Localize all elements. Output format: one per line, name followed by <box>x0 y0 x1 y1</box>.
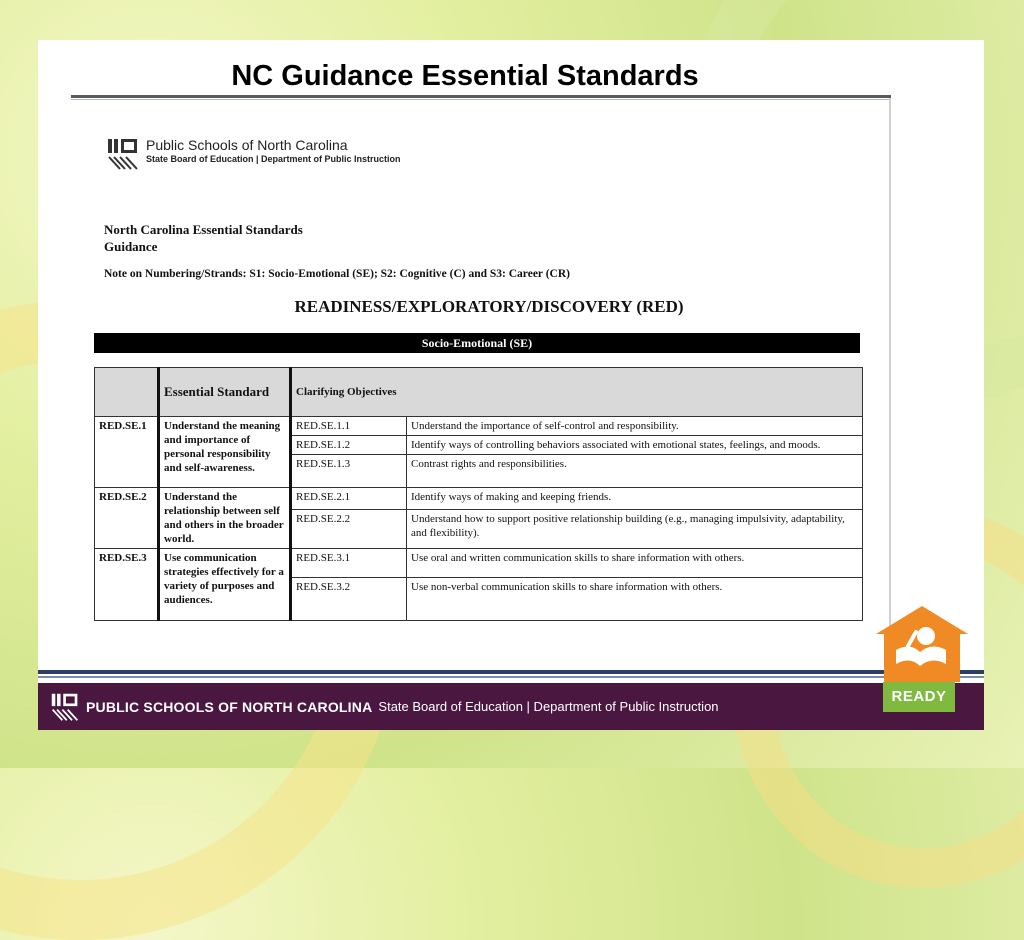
objective-text: Understand how to support positive relationship building (e.g., managing impulsivity, adaptability, and flexibility). <box>407 510 863 549</box>
objective-code: RED.SE.2.1 <box>291 488 407 510</box>
header-clarifying-objectives: Clarifying Objectives <box>291 368 863 417</box>
ready-label: READY <box>883 682 955 712</box>
footer-rule <box>38 670 984 674</box>
header-code-cell <box>95 368 159 417</box>
objective-code: RED.SE.3.2 <box>291 578 407 621</box>
document-title-line2: Guidance <box>104 239 158 254</box>
table-row <box>95 488 863 510</box>
objective-text: Contrast rights and responsibilities. <box>407 455 863 488</box>
document-edge <box>889 98 891 673</box>
slide-title: NC Guidance Essential Standards <box>231 60 699 92</box>
standards-table <box>94 367 863 621</box>
title-divider <box>71 95 891 98</box>
document-letterhead <box>106 137 401 171</box>
strand-bar: Socio-Emotional (SE) <box>94 333 860 353</box>
footer-bar <box>38 683 984 730</box>
objective-text: Understand the importance of self-control and responsibility. <box>407 417 863 436</box>
objective-text: Use non-verbal communication skills to share information with others. <box>407 578 863 621</box>
footer-org-subtitle: State Board of Education | Department of Public Instruction <box>378 699 719 714</box>
standard-text: Understand the relationship between self and others in the broader world. <box>159 488 291 549</box>
numbering-note: Note on Numbering/Strands: S1: Socio-Emotional (SE); S2: Cognitive (C) and S3: Career (CR) <box>104 268 570 280</box>
header-essential-standard: Essential Standard <box>159 368 291 417</box>
standard-text: Understand the meaning and importance of personal responsibility and self-awareness. <box>159 417 291 488</box>
standard-code: RED.SE.1 <box>95 417 159 488</box>
title-divider-thin <box>71 99 891 100</box>
objective-code: RED.SE.1.1 <box>291 417 407 436</box>
slide <box>38 40 984 730</box>
standard-code: RED.SE.3 <box>95 549 159 621</box>
objective-code: RED.SE.2.2 <box>291 510 407 549</box>
objective-code: RED.SE.1.3 <box>291 455 407 488</box>
table-row <box>95 549 863 578</box>
footer-rule-thin <box>38 676 984 678</box>
document-title <box>104 221 303 255</box>
objective-text: Identify ways of controlling behaviors associated with emotional states, feelings, and moods. <box>407 436 863 455</box>
document-org-subtitle: State Board of Education | Department of Public Instruction <box>146 154 401 164</box>
objective-text: Identify ways of making and keeping friends. <box>407 488 863 510</box>
nc-dpi-logo-icon <box>106 137 140 171</box>
nc-dpi-logo-icon <box>50 692 80 722</box>
standard-text: Use communication strategies effectively for a variety of purposes and audiences. <box>159 549 291 621</box>
footer-org-name: PUBLIC SCHOOLS OF NORTH CAROLINA <box>86 698 373 715</box>
document-org-name: Public Schools of North Carolina <box>146 137 348 153</box>
section-heading: READINESS/EXPLORATORY/DISCOVERY (RED) <box>294 297 684 316</box>
standard-code: RED.SE.2 <box>95 488 159 549</box>
objective-code: RED.SE.1.2 <box>291 436 407 455</box>
table-row <box>95 417 863 436</box>
table-header-row <box>95 368 863 417</box>
document-title-line1: North Carolina Essential Standards <box>104 222 303 237</box>
objective-code: RED.SE.3.1 <box>291 549 407 578</box>
objective-text: Use oral and written communication skills to share information with others. <box>407 549 863 578</box>
